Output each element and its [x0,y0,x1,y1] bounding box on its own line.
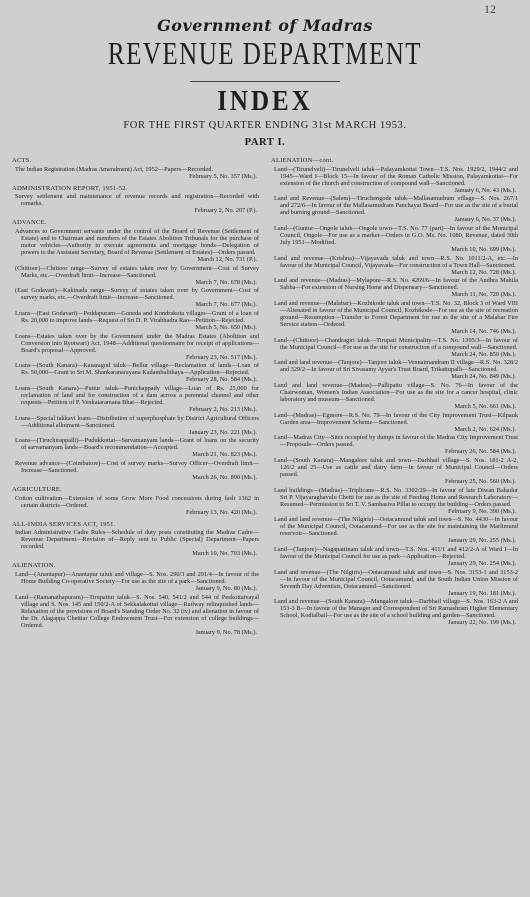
index-entry: Land—(Guntur—Ongole taluk—Ongole town—T.S. No. 77 (part)—In favour of the Municipal Council, Ongole—For use as a market—Orders in G.O. Ms. No. 1080, Revenue, dated 30th July 1951—Modified. [274,224,518,247]
index-entry: Loans—(South Kanara)—Kasaragod taluk—Bellur village—Reclamation of lands—Loan of Rs. 50,000—Grant to Sri M. Shankaranarayana Kadambalithaya—Application—Rejected. [15,362,259,377]
department-title: REVENUE DEPARTMENT [107,37,423,72]
index-entry: Land and land revenue—(Tanjore)—Tanjore taluk—Vennaimandram II village—R.S. No. 328/2 and 329/2—In favour of Sri Sivasamy Ayyar's Trust Board, Trikattupalli—Sanctioned. [274,359,518,374]
index-entry: (Chittoor)—Chittoor range—Survey of estates taken over by Government—Cost of Survey Marks, etc.—Overdraft limit—Increase—Sanctioned. [15,264,259,279]
index-entry: Loans—(Tiruchirappalli)—Pudukkottai—Sarvamanyam lands—Grant of loans on the security of sarvamanyam lands—Board's recommendation—Accepted. [15,437,259,452]
order-reference: January 22, No. 199 (Ms.). [448,619,516,627]
index-entry: Land buildings—(Madras)—Triplicane—R.S. No. 3302/29—In favour of late Diwan Bahadur Sri P. Vijayaraghavulu Chetti for use as the site of Feeding Home and Research Laboratory—Resumed—Permission to Sri T. V. Sambasiva Pillai to occupy the building—Orders passed. [274,486,518,508]
order-reference: March 5, No. 650 (Ms.). [195,323,257,331]
index-entry: Cotton cultivation—Extension of some Grow More Food concessions during fasli 1362 in certain districts—Ordered. [15,494,259,509]
order-reference: February 26, No. 584 (Ms.). [444,448,516,456]
order-reference: February 28, No. 584 (Ms.). [185,376,257,384]
index-entry: The Indian Registration (Madras Amendment) Act, 1952—Papers—Recorded. [15,165,213,173]
order-reference: March 24, No. 849 (Ms.). [451,373,516,381]
index-entry: Land and revenue—(Krishna)—Vijayavada taluk and town—R.S. No. 1011/2-A, etc.—In favour of the Municipal Council, Vijayavada—For construction of a Town Hall—Sanctioned. [274,254,518,269]
index-entry: Land and revenue—(Malabar)—Kozhikode taluk and town—T.S. No. 32, Block 3 of Ward VIII—Alienated in favour of the Municipal Council, Kozhikode—For use as the site of recreation ground—Resumption—Transfer to Forest Department for use as the site of a Malabar Fire Service station—Ordered. [274,299,518,329]
order-reference: February 2, No. 207 (P.). [194,207,257,215]
order-reference: March 12, No. 728 (Ms.). [451,268,516,276]
index-entry: Land and land revenue—(The Nilgiris)—Ootacamund taluk and town—S. No. 4430—In favour of the Municipal Council, Ootacamund—For use as the site for maintaining the Marlimund reservoir—Sanctioned. [274,516,518,538]
order-reference: March 10, No. 699 (Ms.). [451,246,516,254]
index-entry: Loans—Estates taken over by the Government under the Madras Estates (Abolition and Conversion into Ryotwari) Act, 1948—Additional questionnaire for receipt of applications—Board's proposal—Approved. [15,332,259,354]
order-reference: March 21, No. 823 (Ms.). [192,451,257,459]
order-reference: March 7, No. 677 (Ms.). [195,301,257,309]
section-heading: AGRICULTURE. [12,485,62,493]
left-column [12,152,259,636]
page-number: 12 [484,2,496,16]
index-entry: Land and land revenue—(Madras)—Pallipattu village—S. No. 76—In favour of the Chairwoman, Women's Indian Association—For use as the site for a cancer hospital, clinic laboratory and museum—Sanctioned. [274,381,518,403]
index-title: INDEX [217,85,313,117]
order-reference: March 12, No. 731 (P.). [197,256,257,264]
section-heading: ALL-INDIA SERVICES ACT, 1951. [12,520,116,528]
order-reference: January 29, No. 254 (Ms.). [448,560,516,568]
divider [190,81,340,82]
part-heading: PART I. [244,137,286,148]
index-entry: Indian Administrative Cadre Rules—Schedule of duty posts constituting the Madras Cadre—Revenue Department—Revision of—Reply sent to Public (Special) Department—Papers recorded. [15,529,259,551]
index-entry: Land—(South Kanara)—Mangalore taluk and town—Darbhail village—S. Nos. 181-2 A-2, 126/2 and 25—Use as cattle and dairy farm—In favour of Municipal Council—Orders passed. [274,456,518,478]
section-heading: ADVANCE. [12,219,47,227]
order-reference: January 6, No. 43 (Ms.). [454,186,516,194]
index-entry: Land and Revenue—(Salem)—Tiruchengode taluk—Mallasamudram village—S. Nos. 267/1 and 272/6—In favour of the Mallasamudram Panchayat Board—For use as the site of a burial and burning ground—Sanctioned. [274,195,518,217]
order-reference: January 23, No. 221 (Ms.). [189,428,257,436]
index-entry: Loans—Special takkavi loans—Distribution of superphosphate by District Agricultural Officers—Additional allotment—Sanctioned. [15,414,259,429]
order-reference: February 2, No. 213 (Ms.). [189,406,257,413]
index-columns [12,152,518,636]
index-entry: Land—(Tirunelveli)—Tirunelveli taluk—Palayamkottai Town—T.S. Nos. 1929/2, 1944/2 and 1945—Ward I—Block 15—In favour of the Roman Catholic Mission, Palayamkottai—For extension of the church and construction of compound wall—Sanctioned. [274,165,518,187]
index-entry: Advances to Government servants under the control of the Board of Revenue (Settlement of Estate) and to Chairman and members of the Estates Abolition Tribunals for the purchase of motor vehicles—Authority to execute agreements and mortgage bonds—Delegation of powers to the Assistant Secretary, Board of Revenue (Settlement of Estates)—Orders passed. [15,227,259,257]
section-heading: ACTS. [12,157,32,164]
order-reference: January 6, No. 37 (Ms.). [454,216,516,224]
index-entry: Survey settlement and maintenance of revenue records and registration—Recorded with remarks. [15,193,259,208]
order-reference: February 5, No. 357 (Ms.). [189,172,257,180]
order-reference: January 9, No. 80 (Ms.). [195,585,257,593]
section-heading: ALIENATION—cont. [271,157,334,164]
index-entry: Revenue advance—(Coimbatore)—Cost of survey marks—Survey Officer—Overdraft limit—Increase—Sanctioned. [15,459,259,474]
order-reference: March 26, No. 890 (Ms.). [192,473,257,481]
section-heading: ALIENATION. [12,562,56,570]
right-column [271,152,518,636]
order-reference: March 7, No. 678 (Ms.). [195,278,257,286]
section-heading: ADMINISTRATION REPORT, 1951-52. [12,184,128,192]
index-entry: Land and revenue—(South Kanara)—Mangalore taluk—Darbhail village—S. Nos. 163-2 A and 153-3 B—In favour of the Manager and Correspondent of Sri Ramashram Higher Elementary School, Kodialbail—For use as the site of a school building and garden—Sanctioned. [274,598,518,620]
index-entry: Land—(Chittoor)—Chandragiri taluk—Tirupati Municipality—T.S. No. 1395/3—In favour of the Municipal Council—For use as the site for construction of a compound wall—Sanctioned. [274,336,518,351]
order-reference: March 10, No. 703 (Ms.). [192,550,257,558]
order-reference: January 19, No. 181 (Ms.). [448,589,516,597]
order-reference: January 29, No. 255 (Ms.). [448,537,516,545]
quarter-subtitle: FOR THE FIRST QUARTER ENDING 31st MARCH 1953. [123,120,407,131]
index-entry: Loans—(South Kanara)—Puttur taluk—Punichappady village—Loan of Rs. 25,000 for reclamation of land and for construction of a dam across a perennial channel and other requests—Petition of P. Venkataramana Bhat—Rejected. [15,384,259,406]
index-entry: Land—Madras City—Sites occupied by dumps in favour of the Madras City Improvement Trust—Proposals—Orders passed. [274,434,518,449]
order-reference: February 25, No. 560 (Ms.). [444,478,516,486]
order-reference: March 5, No. 661 (Ms.). [454,403,516,411]
order-reference: March 2, No. 624 (Ms.). [454,425,516,433]
order-reference: March 14, No. 746 (Ms.). [451,328,516,336]
index-entry: Land and revenue—(Madras)—Mylapore—R.S. No. 4269/6—In favour of the Andhra Mahila Sabha—For extension of Nursing Home and Dispensary—Sanctioned. [274,277,518,292]
index-entry: Land—(Madras)—Egmore—R.S. No. 79—In favour of the City Improvement Trust—Kilpauk Garden area—Improvement Scheme—Sanctioned. [274,411,518,426]
order-reference: February 13, No. 420 (Ms.). [185,508,257,516]
order-reference: February 23, No. 517 (Ms.). [185,353,257,361]
index-entry: Land—(Ramanathapuram)—Tirupattur taluk—S. Nos. 540, 541/2 and 544 of Peekottaivayal village and S. Nos. 145 and 150/2-A of Sekkalakottai village—Railway relinquished lands—Relaxation of the provisions of Board's Standing Order No. 32 (iv) and alienation in favour of the Dr. Alagappa Chettiar College Endowment Trust—For extension of college buildings—Ordered. [15,593,259,629]
government-header: Government of Madras [157,16,373,35]
index-entry: Loans—(East Godavari)—Peddapuram—Goneda and Kondrakota villages—Grant of a loan of Rs. 20,000 to improve lands—Request of Sri D. P. Virabhadra Rao—Petition—Rejected. [15,309,259,324]
index-entry: Land and revenue—(The Nilgiris)—Ootacamund taluk and town—S. Nos. 3153-1 and 3153-2—In favour of the Municipal Council, Ootacamund, and the South Indian Union Mission of Seventh Day Adventists, Ootacamund—Sanctioned. [274,568,518,590]
index-entry: Land—(Anantapur)—Anantapur taluk and village—S. Nos. 290/3 and 291/4—In favour of the Home Building Co-operative Society—For use as the site of a park—Sanctioned. [15,570,259,585]
order-reference: March 11, No. 720 (Ms.). [451,291,516,299]
index-entry: Land—(Tanjore)—Nagapattinam taluk and town—T.S. Nos. 411/1 and 412/2-A of Ward I—In favour of the Municipal Council for use as park—Application—Rejected. [274,545,518,560]
order-reference: March 24, No. 850 (Ms.). [451,350,516,358]
index-entry: (East Godavari)—Kakinada range—Survey of estates taken over by Government—Cost of survey marks, etc.—Overdraft limit—Increase—Sanctioned. [15,287,259,302]
order-reference: January 9, No. 78 (Ms.). [195,628,257,636]
order-reference: February 9, No. 390 (Ms.). [448,507,516,515]
